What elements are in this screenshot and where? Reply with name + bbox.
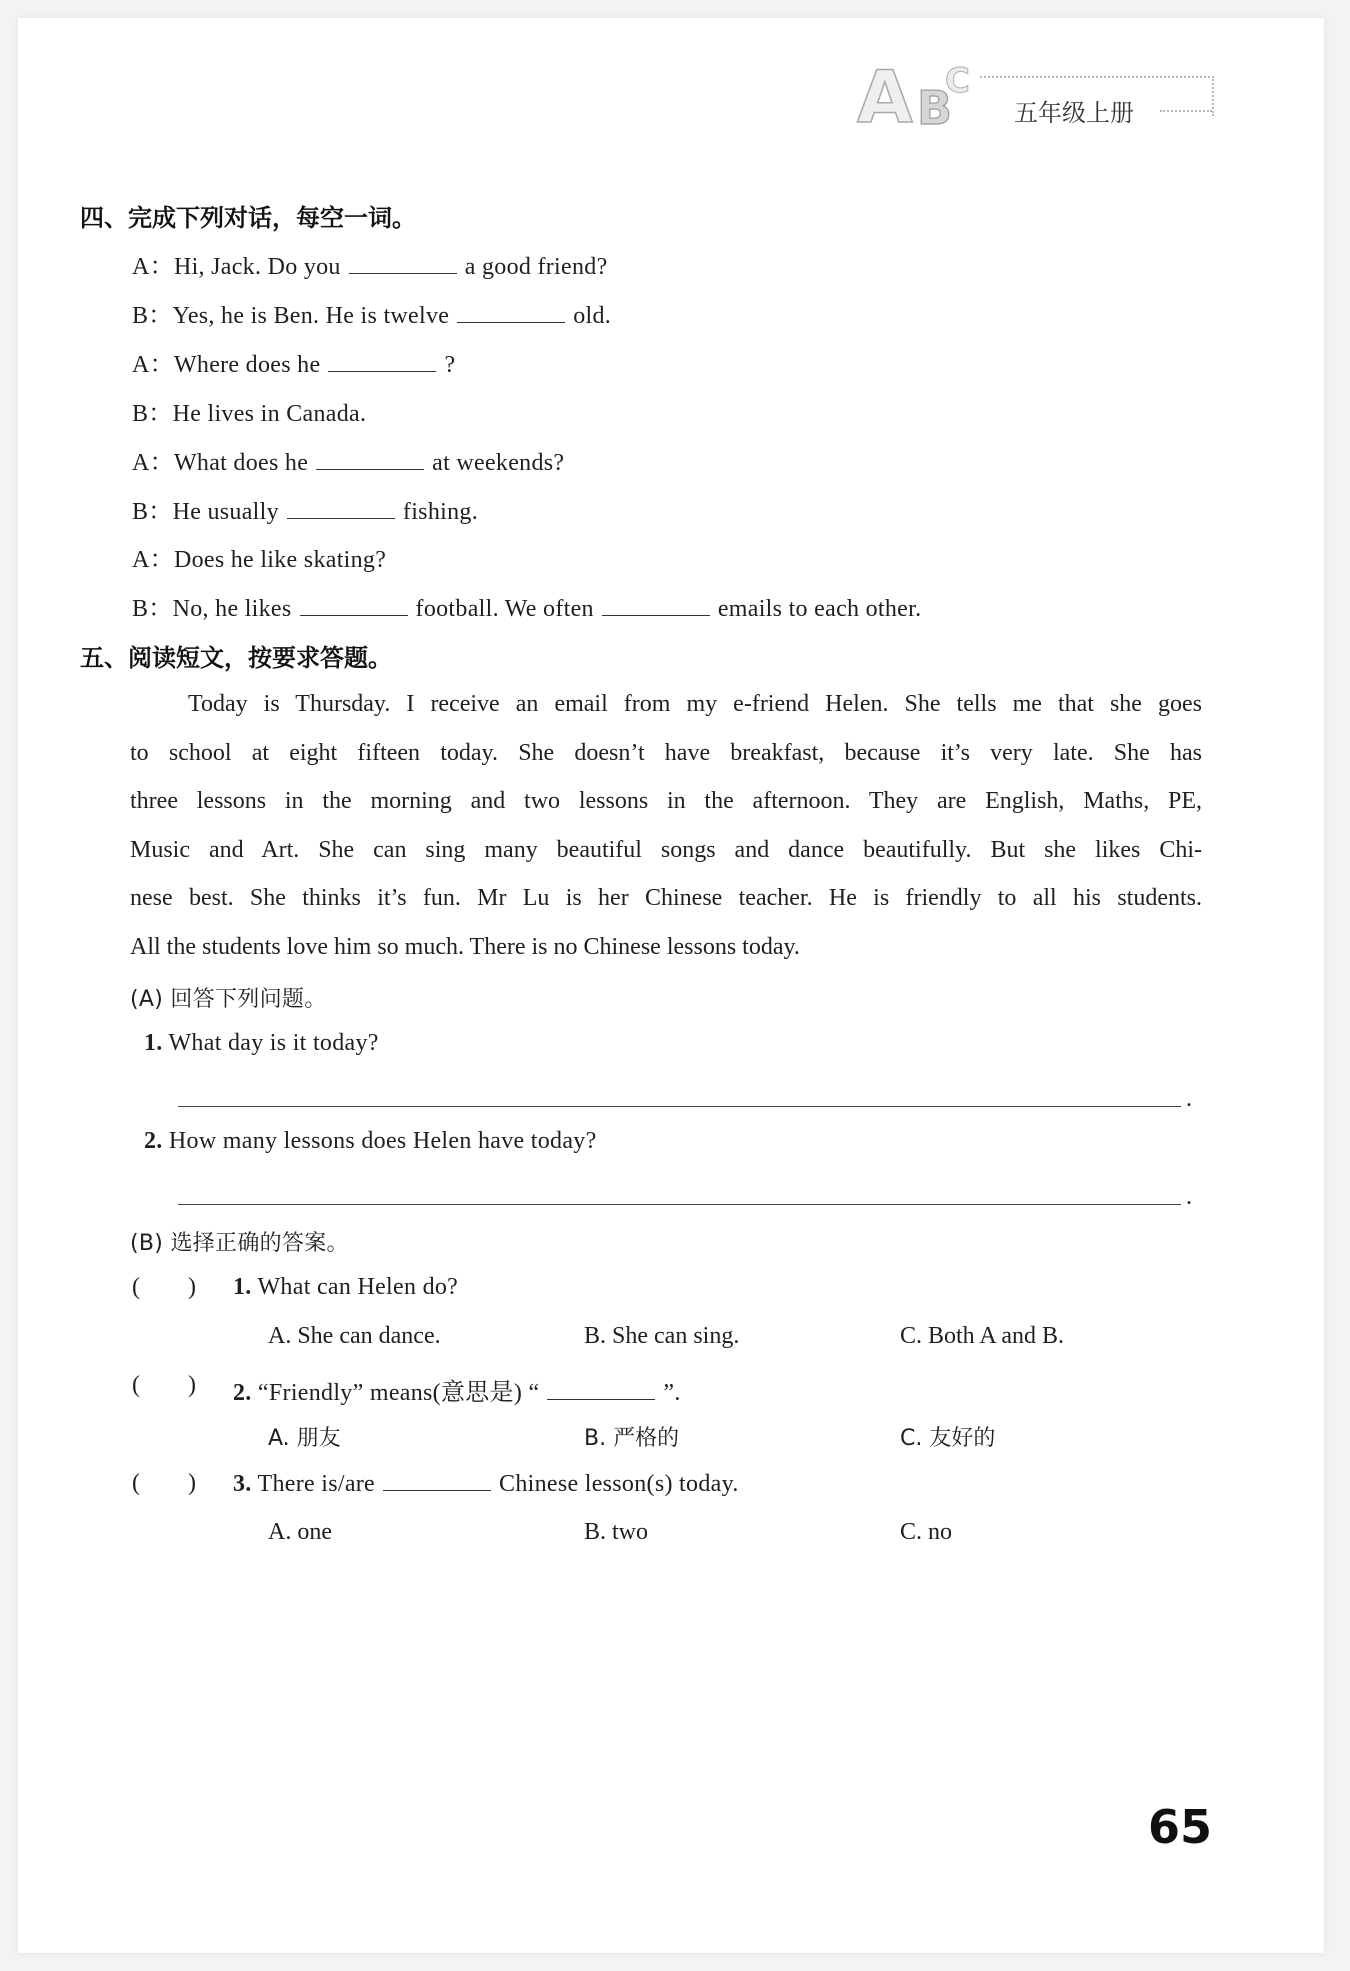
option-b[interactable]: B. She can sing. — [584, 1323, 740, 1349]
passage-line: three lessons in the morning and two lessons in the afternoon. They are English, Maths, PE, — [130, 788, 1202, 814]
line-text: Hi, Jack. Do you — [173, 254, 341, 280]
header-dotted-underline — [1160, 110, 1212, 112]
section-4-title: 四、完成下列对话，每空一词。 — [80, 204, 416, 232]
answer-bracket[interactable]: ( ) — [132, 1372, 196, 1398]
line-text: Where does he — [173, 352, 321, 378]
passage-line: to school at eight fifteen today. She doesn’t have breakfast, because it’s very late. She has — [130, 739, 1202, 766]
answer-line-a1[interactable] — [178, 1106, 1181, 1107]
page-number: 65 — [1148, 1800, 1213, 1854]
answer-line-a2[interactable] — [178, 1204, 1181, 1205]
passage-line: All the students love him so much. There is no Chinese lessons today. — [130, 933, 800, 960]
speaker: B： — [132, 401, 173, 427]
logo-letter-b: B — [917, 81, 953, 132]
fill-blank[interactable] — [300, 595, 408, 616]
reading-passage — [130, 680, 1202, 971]
line-text: at weekends? — [432, 450, 565, 476]
part-b-label: (B) 选择正确的答案。 — [130, 1231, 349, 1256]
logo-letter-a: A — [857, 55, 913, 132]
grade-label: 五年级上册 — [1014, 99, 1134, 127]
line-text: football. We often — [415, 596, 594, 622]
fill-blank[interactable] — [328, 351, 436, 372]
part-a-label: (A) 回答下列问题。 — [130, 987, 327, 1012]
question-text: “Friendly” means(意思是) “ — [257, 1380, 540, 1406]
question-number: 1. — [233, 1274, 252, 1300]
dialogue-line-2 — [132, 295, 611, 330]
line-text: a good friend? — [464, 254, 608, 280]
line-text: He lives in Canada. — [172, 401, 367, 427]
abc-logo-icon — [855, 52, 985, 132]
dialogue-line-4 — [132, 393, 366, 428]
dialogue-line-6 — [132, 491, 478, 526]
question-text: How many lessons does Helen have today? — [168, 1128, 597, 1154]
section-5-title: 五、阅读短文，按要求答题。 — [80, 644, 392, 672]
speaker: A： — [132, 547, 174, 573]
answer-bracket[interactable]: ( ) — [132, 1470, 196, 1496]
line-text: He usually — [172, 499, 279, 525]
line-text: old. — [573, 303, 612, 329]
option-c[interactable]: C. 友好的 — [900, 1426, 996, 1451]
option-a[interactable]: A. She can dance. — [268, 1323, 441, 1349]
fill-blank[interactable] — [383, 1470, 491, 1491]
dialogue-line-7 — [132, 539, 386, 574]
passage-line: Today is Thursday. I receive an email from my e-friend Helen. She tells me that she goes — [188, 691, 1202, 717]
dialogue-line-5 — [132, 442, 564, 477]
question-number: 3. — [233, 1471, 252, 1497]
fill-blank[interactable] — [547, 1379, 655, 1400]
option-b[interactable]: B. 严格的 — [584, 1426, 680, 1451]
passage-line: Music and Art. She can sing many beautiful songs and dance beautifully. But she likes Chi- — [130, 836, 1202, 863]
option-c[interactable]: C. Both A and B. — [900, 1323, 1065, 1349]
speaker: A： — [132, 450, 174, 476]
fill-blank[interactable] — [287, 498, 395, 519]
question-b2 — [233, 1372, 681, 1407]
dialogue-line-8 — [132, 588, 921, 623]
speaker: A： — [132, 254, 174, 280]
passage-line: nese best. She thinks it’s fun. Mr Lu is her Chinese teacher. He is friendly to all his students. — [130, 885, 1202, 911]
question-text: What can Helen do? — [257, 1274, 459, 1300]
line-text: No, he likes — [172, 596, 292, 622]
fill-blank[interactable] — [457, 302, 565, 323]
logo-letter-c: C — [945, 61, 970, 101]
line-text: What does he — [173, 450, 309, 476]
question-a1 — [144, 1030, 379, 1057]
fill-blank[interactable] — [316, 449, 424, 470]
speaker: B： — [132, 499, 173, 525]
option-a[interactable]: A. one — [268, 1519, 332, 1545]
fill-blank[interactable] — [349, 253, 457, 274]
question-a2 — [144, 1128, 597, 1155]
dialogue-line-3 — [132, 344, 455, 379]
line-text: Yes, he is Ben. He is twelve — [172, 303, 450, 329]
line-text: fishing. — [402, 499, 478, 525]
dialogue-line-1 — [132, 246, 608, 281]
speaker: A： — [132, 352, 174, 378]
period-mark: . — [1186, 1086, 1192, 1112]
question-number: 2. — [233, 1380, 252, 1406]
speaker: B： — [132, 303, 173, 329]
question-number: 2. — [144, 1128, 163, 1154]
line-text: emails to each other. — [717, 596, 922, 622]
option-b[interactable]: B. two — [584, 1519, 649, 1545]
question-text: ”. — [663, 1380, 681, 1406]
option-a[interactable]: A. 朋友 — [268, 1426, 341, 1451]
question-text: Chinese lesson(s) today. — [499, 1471, 739, 1497]
question-text: There is/are — [257, 1471, 376, 1497]
question-b3 — [233, 1470, 739, 1498]
question-number: 1. — [144, 1030, 163, 1056]
question-b1 — [233, 1274, 458, 1301]
answer-bracket[interactable]: ( ) — [132, 1274, 196, 1300]
line-text: ? — [444, 352, 456, 378]
period-mark: . — [1186, 1184, 1192, 1210]
line-text: Does he like skating? — [173, 547, 387, 573]
fill-blank[interactable] — [602, 595, 710, 616]
question-text: What day is it today? — [168, 1030, 379, 1056]
option-c[interactable]: C. no — [900, 1519, 953, 1545]
speaker: B： — [132, 596, 173, 622]
